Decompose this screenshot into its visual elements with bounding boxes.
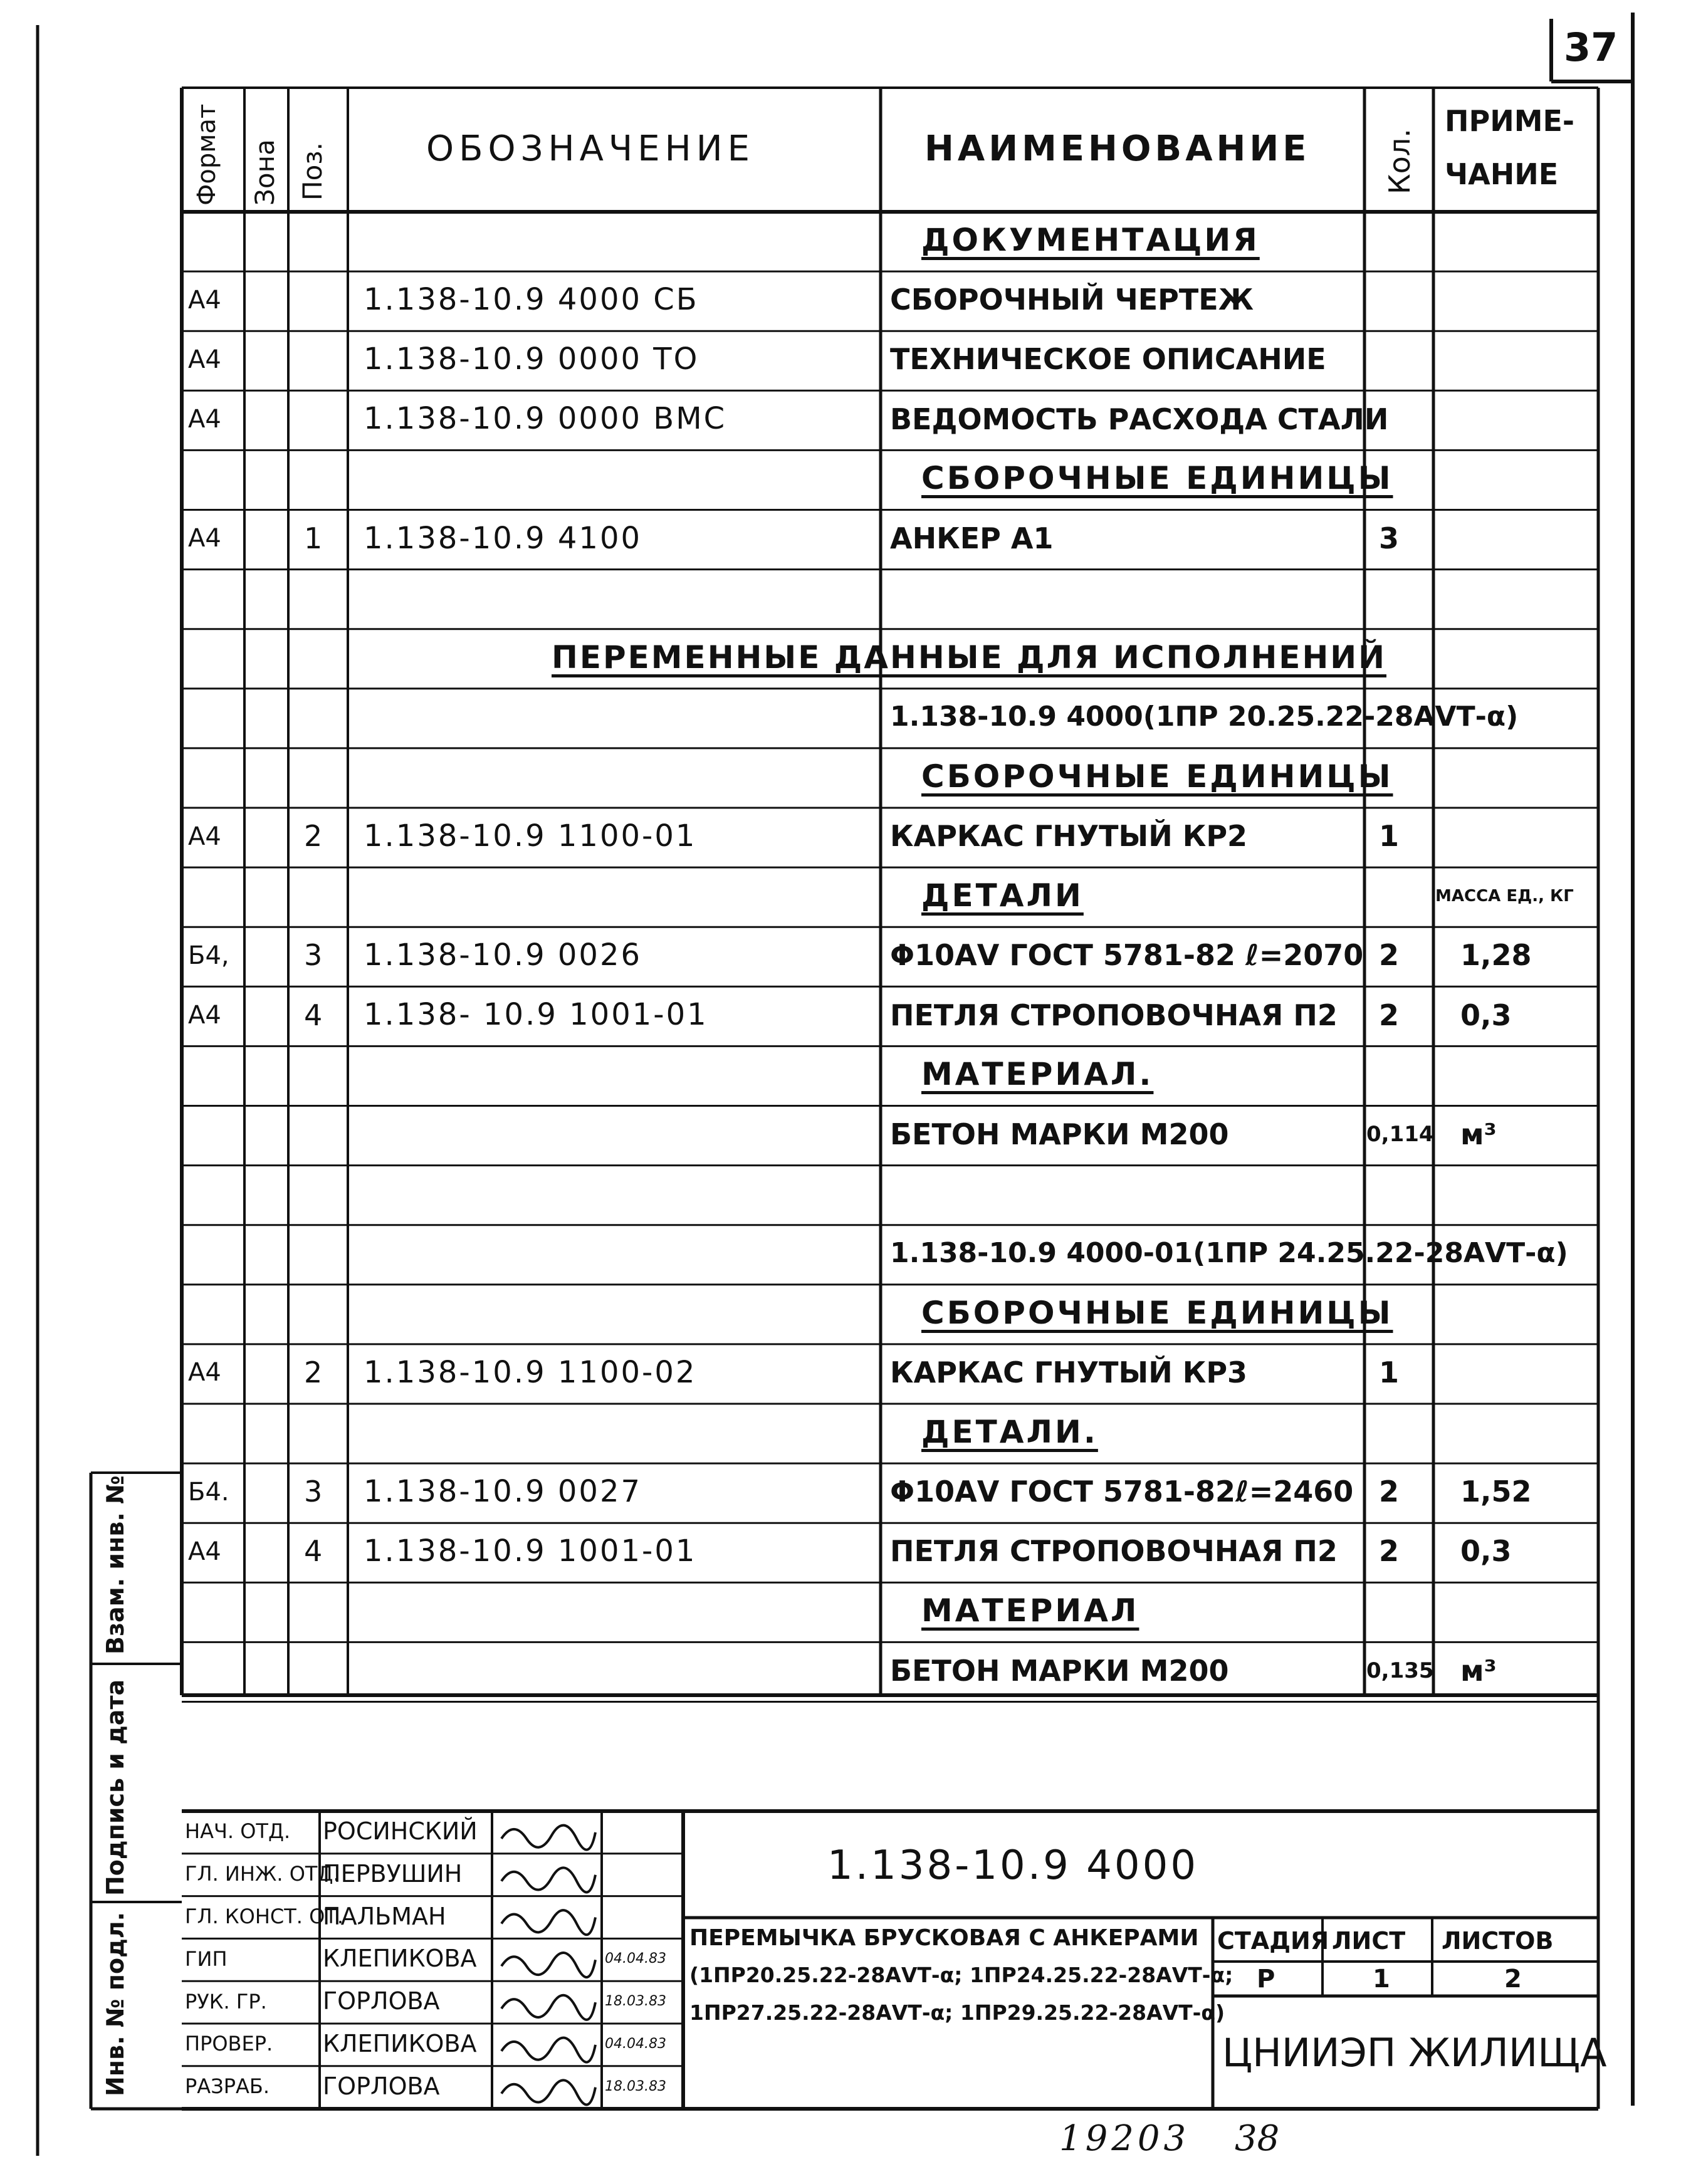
- section-heading: СБОРОЧНЫЕ ЕДИНИЦЫ: [921, 1294, 1393, 1331]
- row-position: 4: [304, 1534, 323, 1569]
- header-name: НАИМЕНОВАНИЕ: [924, 128, 1311, 169]
- row-note: 0,3: [1460, 998, 1512, 1032]
- staff-name: КЛЕПИКОВА: [323, 1945, 477, 1973]
- row-name: СБОРОЧНЫЙ ЧЕРТЕЖ: [890, 283, 1254, 317]
- staff-date: 04.04.83: [605, 1951, 666, 1967]
- row-designation: 1.138-10.9 0000 ВМС: [364, 401, 727, 437]
- row-quantity: 1: [1379, 1356, 1400, 1390]
- margin-podpis-data: Подпись и дата: [102, 1679, 129, 1896]
- header-pos: Поз.: [297, 142, 328, 201]
- staff-date: 04.04.83: [605, 2035, 666, 2052]
- staff-role: НАЧ. ОТД.: [185, 1819, 291, 1844]
- section-heading: МАТЕРИАЛ: [921, 1592, 1139, 1629]
- row-position: 3: [304, 938, 323, 973]
- sheet-number: 37: [1564, 24, 1618, 70]
- signature-scribble: [501, 1826, 595, 1850]
- signature-scribble: [501, 1953, 595, 1977]
- row-format: А4: [188, 285, 221, 315]
- row-name: 1.138-10.9 4000-01(1ПР 24.25.22-28АⅤТ-α): [890, 1237, 1568, 1270]
- margin-vzam-inv: Взам. инв. №: [102, 1475, 129, 1654]
- section-heading: СБОРОЧНЫЕ ЕДИНИЦЫ: [921, 758, 1393, 795]
- row-format: А4: [188, 345, 221, 374]
- signature-scribble: [501, 2080, 595, 2104]
- section-heading: ДЕТАЛИ.: [921, 1414, 1098, 1451]
- header-designation: ОБОЗНАЧЕНИЕ: [426, 128, 755, 169]
- staff-name: ГОРЛОВА: [323, 1987, 440, 2015]
- row-designation: 1.138-10.9 1001-01: [364, 1534, 697, 1569]
- row-quantity: 2: [1379, 1475, 1400, 1509]
- staff-role: ГЛ. ИНЖ. ОТД.: [185, 1862, 340, 1886]
- section-heading: ПЕРЕМЕННЫЕ ДАННЫЕ ДЛЯ ИСПОЛНЕНИЙ: [552, 639, 1386, 676]
- row-note: 0,3: [1460, 1534, 1512, 1569]
- row-quantity: 1: [1379, 819, 1400, 854]
- row-designation: 1.138-10.9 4000 СБ: [364, 282, 699, 318]
- header-format: Формат: [192, 103, 221, 206]
- sheets-label: ЛИСТОВ: [1442, 1927, 1554, 1955]
- row-format: А4: [188, 1537, 221, 1566]
- footer-number-right: 38: [1235, 2118, 1280, 2159]
- row-format: А4: [188, 404, 221, 434]
- stage-value: Р: [1257, 1965, 1275, 1993]
- row-note: м³: [1460, 1653, 1497, 1688]
- doc-title-line-3: 1ПР27.25.22-28АⅤТ-α; 1ПР29.25.22-28АⅤТ-α): [689, 2000, 1225, 2025]
- staff-name: КЛЕПИКОВА: [323, 2030, 477, 2057]
- row-position: 3: [304, 1475, 323, 1509]
- row-format: Б4,: [188, 941, 229, 970]
- row-designation: 1.138- 10.9 1001-01: [364, 997, 708, 1033]
- row-designation: 1.138-10.9 0027: [364, 1474, 642, 1510]
- staff-name: ПАЛЬМАН: [323, 1902, 446, 1930]
- staff-role: ГЛ. КОНСТ. ОТ.: [185, 1904, 344, 1928]
- row-name: БЕТОН МАРКИ М200: [890, 1653, 1229, 1688]
- row-note: м³: [1460, 1117, 1497, 1151]
- row-name: ТЕХНИЧЕСКОЕ ОПИСАНИЕ: [890, 342, 1326, 377]
- row-note: 1,52: [1460, 1475, 1532, 1509]
- doc-title-line-1: ПЕРЕМЫЧКА БРУСКОВАЯ С АНКЕРАМИ: [689, 1925, 1199, 1951]
- doc-title-line-2: (1ПР20.25.22-28АⅤТ-α; 1ПР24.25.22-28АⅤТ-α;: [689, 1963, 1233, 1987]
- row-quantity: 2: [1379, 1534, 1400, 1569]
- staff-date: 18.03.83: [605, 2078, 666, 2094]
- header-note-line-2: ЧАНИЕ: [1445, 157, 1559, 191]
- row-quantity: 3: [1379, 521, 1400, 555]
- staff-role: РУК. ГР.: [185, 1989, 267, 2014]
- row-name: КАРКАС ГНУТЫЙ КР2: [890, 819, 1248, 854]
- row-quantity: 0,135: [1366, 1658, 1434, 1684]
- signature-scribble: [501, 1868, 595, 1892]
- row-position: 4: [304, 998, 323, 1032]
- row-designation: 1.138-10.9 4100: [364, 520, 642, 556]
- row-name: Φ10АⅤ ГОСТ 5781-82ℓ=2460: [890, 1475, 1354, 1509]
- row-position: 2: [304, 819, 323, 854]
- section-heading: ДОКУМЕНТАЦИЯ: [921, 222, 1260, 259]
- row-name: ПЕТЛЯ СТРОПОВОЧНАЯ П2: [890, 1534, 1338, 1569]
- row-quantity: 2: [1379, 998, 1400, 1032]
- sheets-value: 2: [1504, 1965, 1522, 1993]
- row-format: А4: [188, 1358, 221, 1387]
- signature-scribble: [501, 2038, 595, 2062]
- row-name: ПЕТЛЯ СТРОПОВОЧНАЯ П2: [890, 998, 1338, 1032]
- row-format: А4: [188, 524, 221, 553]
- row-format: Б4.: [188, 1477, 229, 1507]
- stage-label: СТАДИЯ: [1217, 1927, 1329, 1955]
- signature-scribble: [501, 1995, 595, 2020]
- staff-name: ГОРЛОВА: [323, 2072, 440, 2100]
- sheet-value: 1: [1373, 1965, 1390, 1993]
- margin-inv-podl: Инв. № подл.: [102, 1911, 129, 2096]
- staff-role: РАЗРАБ.: [185, 2074, 270, 2099]
- row-name: БЕТОН МАРКИ М200: [890, 1117, 1229, 1151]
- row-name: КАРКАС ГНУТЫЙ КР3: [890, 1356, 1248, 1390]
- staff-name: ПЕРВУШИН: [323, 1859, 463, 1888]
- row-name: 1.138-10.9 4000(1ПР 20.25.22-28АⅤТ-α): [890, 701, 1519, 733]
- row-format: А4: [188, 1000, 221, 1030]
- row-quantity: 0,114: [1366, 1122, 1434, 1147]
- doc-code: 1.138-10.9 4000: [827, 1842, 1199, 1889]
- row-designation: 1.138-10.9 1100-01: [364, 818, 697, 854]
- staff-name: РОСИНСКИЙ: [323, 1817, 478, 1845]
- row-name: Φ10АⅤ ГОСТ 5781-82 ℓ=2070: [890, 938, 1364, 973]
- header-zone: Зона: [249, 139, 280, 206]
- staff-role: ПРОВЕР.: [185, 2032, 273, 2056]
- section-heading: ДЕТАЛИ: [921, 877, 1084, 914]
- row-designation: 1.138-10.9 0000 ТО: [364, 342, 699, 377]
- header-qty: Кол.: [1383, 128, 1417, 194]
- note-mass-unit: МАССА ЕД., КГ: [1435, 887, 1574, 906]
- row-name: АНКЕР А1: [890, 521, 1054, 555]
- staff-role: ГИП: [185, 1946, 228, 1971]
- row-designation: 1.138-10.9 0026: [364, 938, 642, 973]
- section-heading: СБОРОЧНЫЕ ЕДИНИЦЫ: [921, 460, 1393, 497]
- row-note: 1,28: [1460, 938, 1532, 973]
- staff-date: 18.03.83: [605, 1993, 666, 2009]
- row-designation: 1.138-10.9 1100-02: [364, 1355, 697, 1391]
- row-format: А4: [188, 822, 221, 851]
- sheet-label: ЛИСТ: [1332, 1927, 1406, 1955]
- row-position: 1: [304, 521, 323, 555]
- signature-scribble: [501, 1910, 595, 1935]
- header-note-line-1: ПРИМЕ-: [1445, 104, 1574, 138]
- footer-number-left: 19203: [1059, 2118, 1190, 2159]
- row-quantity: 2: [1379, 938, 1400, 973]
- section-heading: МАТЕРИАЛ.: [921, 1056, 1154, 1093]
- row-name: ВЕДОМОСТЬ РАСХОДА СТАЛИ: [890, 402, 1389, 436]
- row-position: 2: [304, 1356, 323, 1390]
- organization: ЦНИИЭП ЖИЛИЩА: [1222, 2030, 1607, 2076]
